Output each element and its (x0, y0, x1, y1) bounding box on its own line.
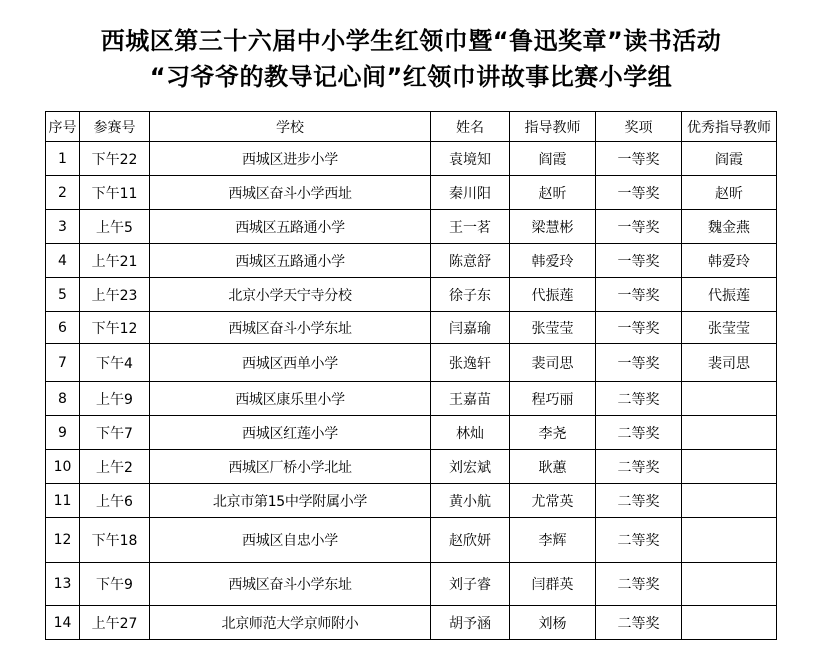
header-school: 学校 (150, 112, 431, 142)
table-row (46, 382, 777, 416)
cell-award: 一等奖 (596, 278, 682, 312)
table-row (46, 278, 777, 312)
cell-school: 西城区奋斗小学东址 (150, 312, 431, 344)
cell-instructor: 代振莲 (510, 278, 596, 312)
cell-award: 一等奖 (596, 244, 682, 278)
cell-seq: 12 (46, 518, 80, 563)
cell-entry-number: 上午6 (80, 484, 150, 518)
header-student-name: 姓名 (431, 112, 510, 142)
table-row (46, 344, 777, 382)
cell-student-name: 胡予涵 (431, 606, 510, 640)
table-row (46, 142, 777, 176)
cell-award: 二等奖 (596, 484, 682, 518)
cell-school: 西城区西单小学 (150, 344, 431, 382)
cell-seq: 8 (46, 382, 80, 416)
cell-excellent-instructor: 赵昕 (682, 176, 777, 210)
cell-entry-number: 上午21 (80, 244, 150, 278)
cell-entry-number: 下午18 (80, 518, 150, 563)
header-award: 奖项 (596, 112, 682, 142)
cell-student-name: 秦川阳 (431, 176, 510, 210)
cell-excellent-instructor (682, 518, 777, 563)
cell-school: 西城区奋斗小学东址 (150, 563, 431, 606)
cell-award: 二等奖 (596, 450, 682, 484)
awards-table (45, 111, 777, 640)
header-seq: 序号 (46, 112, 80, 142)
cell-instructor: 张莹莹 (510, 312, 596, 344)
cell-excellent-instructor: 韩爱玲 (682, 244, 777, 278)
cell-instructor: 刘杨 (510, 606, 596, 640)
header-entry-number: 参赛号 (80, 112, 150, 142)
cell-entry-number: 下午22 (80, 142, 150, 176)
cell-seq: 11 (46, 484, 80, 518)
cell-seq: 7 (46, 344, 80, 382)
cell-student-name: 赵欣妍 (431, 518, 510, 563)
cell-entry-number: 下午12 (80, 312, 150, 344)
cell-excellent-instructor (682, 450, 777, 484)
cell-instructor: 李尧 (510, 416, 596, 450)
cell-school: 北京小学天宁寺分校 (150, 278, 431, 312)
cell-instructor: 耿蕙 (510, 450, 596, 484)
table-row (46, 244, 777, 278)
cell-seq: 10 (46, 450, 80, 484)
table-row (46, 450, 777, 484)
cell-excellent-instructor (682, 563, 777, 606)
cell-instructor: 李辉 (510, 518, 596, 563)
cell-award: 二等奖 (596, 518, 682, 563)
cell-entry-number: 上午23 (80, 278, 150, 312)
cell-student-name: 黄小航 (431, 484, 510, 518)
cell-award: 二等奖 (596, 563, 682, 606)
cell-entry-number: 下午9 (80, 563, 150, 606)
cell-seq: 5 (46, 278, 80, 312)
cell-entry-number: 上午9 (80, 382, 150, 416)
cell-award: 二等奖 (596, 606, 682, 640)
cell-student-name: 王嘉苗 (431, 382, 510, 416)
cell-seq: 3 (46, 210, 80, 244)
cell-excellent-instructor: 代振莲 (682, 278, 777, 312)
cell-seq: 1 (46, 142, 80, 176)
cell-school: 西城区进步小学 (150, 142, 431, 176)
cell-student-name: 张逸轩 (431, 344, 510, 382)
cell-school: 西城区厂桥小学北址 (150, 450, 431, 484)
cell-student-name: 王一茗 (431, 210, 510, 244)
cell-school: 北京市第15中学附属小学 (150, 484, 431, 518)
cell-award: 一等奖 (596, 344, 682, 382)
cell-entry-number: 上午27 (80, 606, 150, 640)
cell-student-name: 刘子睿 (431, 563, 510, 606)
table-body (46, 142, 777, 640)
table-row (46, 484, 777, 518)
cell-school: 西城区五路通小学 (150, 244, 431, 278)
cell-student-name: 闫嘉瑜 (431, 312, 510, 344)
cell-excellent-instructor: 魏金燕 (682, 210, 777, 244)
cell-instructor: 闫群英 (510, 563, 596, 606)
cell-instructor: 梁慧彬 (510, 210, 596, 244)
header-excellent-instructor: 优秀指导教师 (682, 112, 777, 142)
cell-student-name: 陈意舒 (431, 244, 510, 278)
cell-instructor: 赵昕 (510, 176, 596, 210)
cell-instructor: 尤常英 (510, 484, 596, 518)
cell-excellent-instructor (682, 416, 777, 450)
cell-excellent-instructor (682, 382, 777, 416)
table-row (46, 210, 777, 244)
cell-school: 西城区康乐里小学 (150, 382, 431, 416)
cell-award: 一等奖 (596, 142, 682, 176)
cell-entry-number: 上午5 (80, 210, 150, 244)
cell-award: 一等奖 (596, 312, 682, 344)
cell-seq: 6 (46, 312, 80, 344)
table-row (46, 416, 777, 450)
cell-entry-number: 上午2 (80, 450, 150, 484)
table-row (46, 518, 777, 563)
cell-seq: 13 (46, 563, 80, 606)
page-title-line-1: 西城区第三十六届中小学生红领巾暨“鲁迅奖章”读书活动 (100, 27, 722, 55)
cell-award: 二等奖 (596, 416, 682, 450)
table-row (46, 606, 777, 640)
page-title-line-2: “习爷爷的教导记心间”红领巾讲故事比赛小学组 (149, 63, 673, 91)
cell-seq: 4 (46, 244, 80, 278)
cell-excellent-instructor: 张莹莹 (682, 312, 777, 344)
cell-entry-number: 下午11 (80, 176, 150, 210)
cell-school: 西城区五路通小学 (150, 210, 431, 244)
cell-seq: 9 (46, 416, 80, 450)
cell-seq: 14 (46, 606, 80, 640)
table-row (46, 176, 777, 210)
header-instructor: 指导教师 (510, 112, 596, 142)
cell-student-name: 刘宏斌 (431, 450, 510, 484)
cell-entry-number: 下午4 (80, 344, 150, 382)
cell-student-name: 徐子东 (431, 278, 510, 312)
cell-school: 西城区红莲小学 (150, 416, 431, 450)
cell-instructor: 阎霞 (510, 142, 596, 176)
cell-school: 北京师范大学京师附小 (150, 606, 431, 640)
table-header-row (46, 112, 777, 142)
cell-award: 二等奖 (596, 382, 682, 416)
cell-instructor: 裴司思 (510, 344, 596, 382)
cell-award: 一等奖 (596, 176, 682, 210)
cell-student-name: 袁境知 (431, 142, 510, 176)
cell-award: 一等奖 (596, 210, 682, 244)
cell-school: 西城区奋斗小学西址 (150, 176, 431, 210)
cell-excellent-instructor (682, 606, 777, 640)
cell-instructor: 韩爱玲 (510, 244, 596, 278)
cell-excellent-instructor (682, 484, 777, 518)
cell-excellent-instructor: 阎霞 (682, 142, 777, 176)
cell-excellent-instructor: 裴司思 (682, 344, 777, 382)
cell-seq: 2 (46, 176, 80, 210)
cell-student-name: 林灿 (431, 416, 510, 450)
cell-school: 西城区自忠小学 (150, 518, 431, 563)
table-row (46, 312, 777, 344)
cell-entry-number: 下午7 (80, 416, 150, 450)
table-row (46, 563, 777, 606)
cell-instructor: 程巧丽 (510, 382, 596, 416)
